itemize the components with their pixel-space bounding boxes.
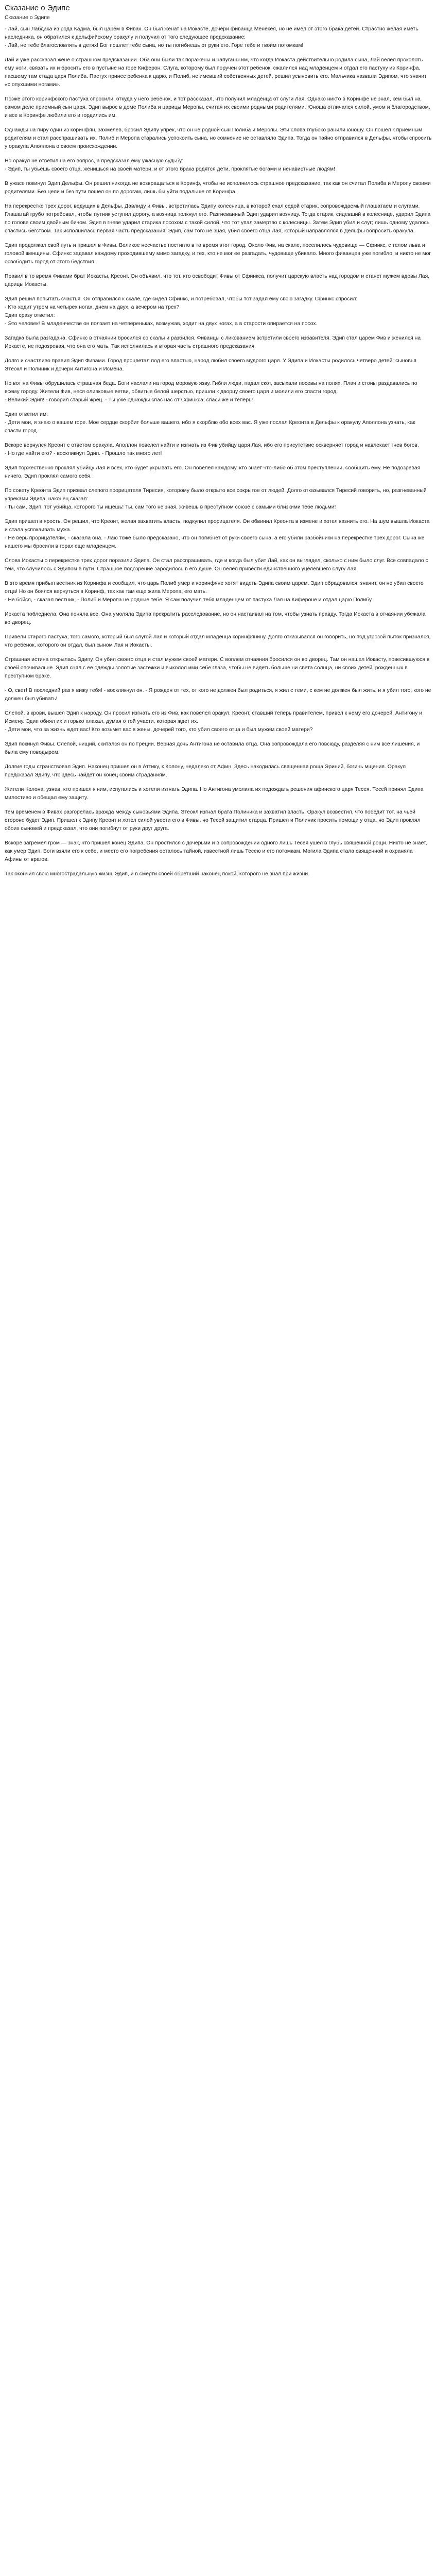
- story-paragraph: - О, свет! В последний раз я вижу тебя! - воскликнул он. - Я рожден от тех, от кого не должен был родиться, я жил с теми, с кем не должен был жить, и я убил того, кого не должен был убивать!: [5, 688, 431, 702]
- story-paragraph: Эдип продолжал свой путь и пришел в Фивы. Великое несчастье постигло в то время этот город. Около Фив, на скале, поселилось чудовище — Сфинкс, с телом льва и головой женщины. Сфинкс задавал каждому проходившему мимо загадку, и тех, кто не мог ее разгадать, чудовище убивало. Много фиванцев уже погибло, и никто не мог освободить город от этого бедствия.: [5, 243, 431, 265]
- story-paragraph: Слепой, в крови, вышел Эдип к народу. Он просил изгнать его из Фив, как повелел оракул. Креонт, ставший теперь правителем, привел к нему его дочерей, Антигону и Исмену. Эдип обнял их и горько плакал, думая о той участи, которая ждет их. - Дети мои, что за жизнь ждет вас! Кто возьмет вас в жены, дочерей того, кто убил своего отца и был мужем своей матери?: [5, 710, 423, 733]
- story-paragraph: Позже этого коринфского пастуха спросили, откуда у него ребенок, и тот рассказал, что получил младенца от слуги Лая. Однако никто в Коринфе не знал, кем был на самом деле приемный сын царя. Эдип вырос в доме Полиба и царицы Меропы, считая их своими родными родителями. Юноша отличался силой, умом и благородством, и все в Коринфе любили его и гордились им.: [5, 96, 430, 118]
- page-title: Сказание о Эдипе: [5, 4, 70, 12]
- story-paragraph: В ужасе покинул Эдип Дельфы. Он решил никогда не возвращаться в Коринф, чтобы не исполнилось страшное предсказание, так как он считал Полиба и Меропу своими родителями. Без цели и без пути пошел он по дорогам, лишь бы уйти подальше от Коринфа.: [5, 181, 431, 195]
- story-paragraph: Загадка была разгадана. Сфинкс в отчаянии бросился со скалы и разбился. Фиванцы с ликованием встретили своего избавителя. Эдип стал царем Фив и женился на Иокасте, не подозревая, что она его мать. Так исполнилась и вторая часть страшного предсказания.: [5, 335, 421, 349]
- story-paragraph: Но вот на Фивы обрушилась страшная беда. Боги наслали на город моровую язву. Гибли люди, падал скот, засыхали посевы на полях. Плач и стоны раздавались по всему городу. Жители Фив, неся оливковые ветви, обвитые белой шерстью, пришли к дворцу своего царя и молили его спасти город. - Великий Эдип! - говорил старый жрец. - Ты уже однажды спас нас от Сфинкса, спаси же и теперь!: [5, 381, 417, 403]
- story-paragraph: Эдип пришел в ярость. Он решил, что Креонт, желая захватить власть, подкупил прорицателя. Он обвинил Креонта в измене и хотел казнить его. На шум вышла Иокаста и стала успокаивать мужа. - Не верь прорицателям, - сказала она. - Лаю тоже было предсказано, что он погибнет от руки своего сына, а его убили разбойники на перекрестке трех дорог. Сына же нашего мы бросили в горах еще младенцем.: [5, 519, 430, 549]
- story-paragraph: Эдип покинул Фивы. Слепой, нищий, скитался он по Греции. Верная дочь Антигона не оставила отца. Она сопровождала его повсюду, разделяя с ним все лишения, и была ему поводырем.: [5, 741, 420, 755]
- story-paragraph: Тем временем в Фивах разгорелась вражда между сыновьями Эдипа. Этеокл изгнал брата Полиника и захватил власть. Оракул возвестил, что победит тот, на чьей стороне будет Эдип. Пришел к Эдипу Креонт и хотел силой увести его в Фивы, но Тесей защитил старца. Пришел и Полиник просить помощи у отца, но Эдип проклял обоих сыновей и предсказал, что они погибнут от руки друг друга.: [5, 809, 421, 832]
- story-paragraph: Вскоре загремел гром — знак, что пришел конец Эдипа. Он простился с дочерьми и в сопровождении одного лишь Тесея ушел в глубь священной рощи. Никто не знает, как умер Эдип. Боги взяли его к себе, и место его погребения осталось тайной, известной лишь Тесею и его потомкам. Могила Эдипа стала священной и охраняла Афины от врагов.: [5, 840, 427, 862]
- story-paragraph: Эдип ответил им: - Дети мои, я знаю о вашем горе. Мое сердце скорбит больше вашего, ибо я скорблю обо всех вас. Я уже послал Креонта в Дельфы к оракулу Аполлона узнать, как спасти город.: [5, 412, 415, 434]
- story-paragraph: Жители Колона, узнав, кто пришел к ним, испугались и хотели изгнать Эдипа. Но Антигона умолила их подождать решения афинского царя Тесея. Тесей принял Эдипа милостиво и обещал ему защиту.: [5, 787, 424, 801]
- story-paragraph: В это время прибыл вестник из Коринфа и сообщил, что царь Полиб умер и коринфяне хотят видеть Эдипа своим царем. Эдип обрадовался: значит, он не убил своего отца! Но он боялся вернуться в Коринф, так как там еще жила Меропа, его мать. - Не бойся, - сказал вестник, - Полиб и Меропа не родные тебе. Я сам получил тебя младенцем от пастуха Лая на Кифероне и отдал царю Полибу.: [5, 581, 424, 603]
- story-paragraph: Слова Иокасты о перекрестке трех дорог поразили Эдипа. Он стал расспрашивать, где и когда был убит Лай, как он выглядел, сколько с ним было слуг. Все совпадало с тем, что случилось с Эдипом в пути. Страшное подозрение зародилось в его душе. Он велел привести единственного уцелевшего слугу Лая.: [5, 558, 428, 572]
- story-paragraph: Вскоре вернулся Креонт с ответом оракула. Аполлон повелел найти и изгнать из Фив убийцу царя Лая, ибо его присутствие оскверняет город и навлекает гнев богов. - Но где найти его? - воскликнул Эдип. - Прошло так много лет!: [5, 443, 419, 456]
- story-paragraph: Однажды на пиру один из коринфян, захмелев, бросил Эдипу упрек, что он не родной сын Полиба и Меропы. Эти слова глубоко ранили юношу. Он пошел к приемным родителям и стал расспрашивать их. Полиб и Меропа старались успокоить сына, но сомнение не оставляло Эдипа. Тогда он тайно отправился в Дельфы, чтобы спросить у оракула Аполлона о своем происхождении.: [5, 127, 432, 149]
- story-paragraph: Привели старого пастуха, того самого, который был слугой Лая и который отдал младенца коринфянину. Долго отказывался он говорить, но под угрозой пыток признался, что ребенок, которого он отдал, был сыном Лая и Иокасты.: [5, 634, 431, 648]
- story-paragraph: Иокаста побледнела. Она поняла все. Она умоляла Эдипа прекратить расследование, но он настаивал на том, чтобы узнать правду. Тогда Иокаста в отчаянии убежала во дворец.: [5, 612, 426, 625]
- story-paragraph: Но оракул не ответил на его вопрос, а предсказал ему ужасную судьбу: - Эдип, ты убьешь своего отца, женишься на своей матери, и от этого брака родятся дети, проклятые богами и ненавистные людям!: [5, 158, 335, 172]
- story-paragraph: - Лай, сын Лабдака из рода Кадма, был царем в Фивах. Он был женат на Иокасте, дочери фиванца Менекея, но не имел от этого брака детей. Страстно желая иметь наследника, он обратился к дельфийскому оракулу и получил от того следующее предсказание: - Лай, не тебе благословлять в детях! Бог пошлет тебе сына, но ты погибнешь от руки его. Горе тебе и твоим потомкам!: [5, 26, 418, 48]
- story-paragraph: Эдип решил попытать счастья. Он отправился к скале, где сидел Сфинкс, и потребовал, чтобы тот задал ему свою загадку. Сфинкс спросил: - Кто ходит утром на четырех ногах, днем на двух, а вечером на трех? Эдип сразу ответил: - Это человек! В младенчестве он ползает на четвереньках, возмужав, ходит на двух ногах, а в старости опирается на посох.: [5, 296, 358, 327]
- story-paragraph: Эдип торжественно проклял убийцу Лая и всех, кто будет укрывать его. Он повелел каждому, кто знает что-либо об этом преступлении, сообщить ему. Не подозревая ничего, Эдип проклял самого себя.: [5, 465, 421, 479]
- page-subtitle: Сказание о Эдипе: [5, 15, 50, 21]
- story-paragraph: Лай и уже рассказал жене о страшном предсказании. Оба они были так поражены и напуганы им, что когда Иокаста действительно родила сына, Лай велел проколоть ему ноги, связать их и бросить его в пустыне на горе Киферон. Слуга, которому был поручен этот ребенок, сжалился над младенцем и отдал его пастуху из Коринфа, пасшему там стада царя Полиба. Пастух принес ребенка к царю, и Полиб, не имевший собственных детей, решил усыновить его. Мальчика назвали Эдипом, что значит «с опухшими ногами».: [5, 57, 427, 88]
- story-paragraph: Страшная истина открылась Эдипу. Он убил своего отца и стал мужем своей матери. С воплем отчаяния бросился он во дворец. Там он нашел Иокасту, повесившуюся в своей опочивальне. Эдип снял с ее одежды золотые застежки и выколол ими себе глаза, чтобы не видеть больше ни света солнца, ни своих детей, рожденных в преступном браке.: [5, 657, 430, 679]
- story-body: [5, 25, 432, 878]
- story-paragraph: Правил в то время Фивами брат Иокасты, Креонт. Он объявил, что тот, кто освободит Фивы от Сфинкса, получит царскую власть над городом и станет мужем вдовы Лая, царицы Иокасты.: [5, 274, 430, 287]
- story-paragraph: По совету Креонта Эдип призвал слепого прорицателя Тиресия, которому было открыто все сокрытое от людей. Долго отказывался Тиресий говорить, но, разгневанный упреками Эдипа, наконец сказал: - Ты сам, Эдип, тот убийца, которого ты ищешь! Ты, сам того не зная, живешь в преступном союзе с самыми близкими тебе людьми!: [5, 488, 427, 510]
- story-paragraph: Так окончил свою многострадальную жизнь Эдип, и в смерти своей обретший наконец покой, которого не знал при жизни.: [5, 871, 310, 877]
- story-paragraph: Долгие годы странствовал Эдип. Наконец пришел он в Аттику, к Колону, недалеко от Афин. Здесь находилась священная роща Эриний, богинь мщения. Оракул предсказал Эдипу, что здесь найдет он конец своим страданиям.: [5, 764, 406, 778]
- story-paragraph: Долго и счастливо правил Эдип Фивами. Город процветал под его властью, народ любил своего мудрого царя. У Эдипа и Иокасты родилось четверо детей: сыновья Этеокл и Полиник и дочери Антигона и Исмена.: [5, 358, 416, 372]
- story-paragraph: На перекрестке трех дорог, ведущих в Дельфы, Давлиду и Фивы, встретилась Эдипу колесница, в которой ехал седой старик, сопровождаемый глашатаем и слугами. Глашатай грубо потребовал, чтобы путник уступил дорогу, а возница толкнул его. Разгневанный Эдип ударил возницу. Тогда старик, сидевший в колеснице, ударил Эдипа по голове своим двойным бичом. Эдип в гневе ударил старика посохом с такой силой, что тот упал замертво с колесницы. Затем Эдип убил и слуг; лишь одному удалось спастись бегством. Так исполнилась первая часть предсказания: Эдип, сам того не зная, убил своего отца Лая, который направлялся в Дельфы вопросить оракула.: [5, 204, 431, 234]
